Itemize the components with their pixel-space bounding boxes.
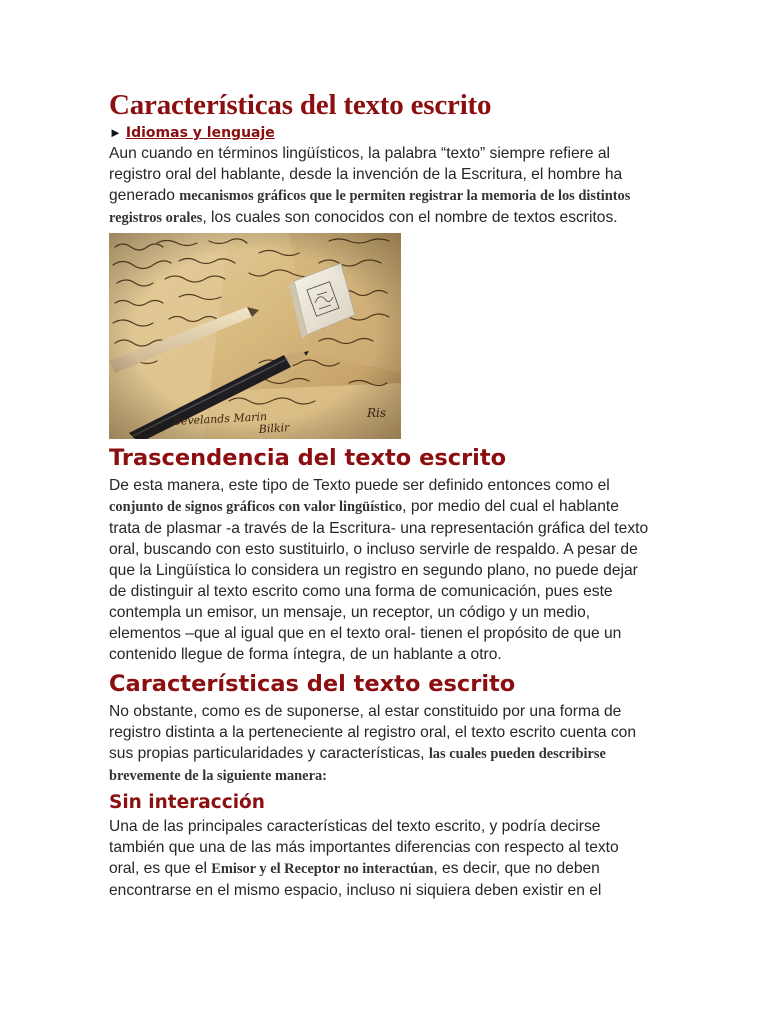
section-heading-caracteristicas: Características del texto escrito xyxy=(109,671,516,697)
trascendencia-bold: conjunto de signos gráficos con valor lingüístico xyxy=(109,499,403,515)
sin-interaccion-bold: Emisor y el Receptor no interactúan xyxy=(211,861,434,877)
intro-bold: mecanismos gráficos que le permiten registrar la memoria de los distintos registros orales xyxy=(109,188,631,226)
trascendencia-text-1: De esta manera, este tipo de Texto puede ser definido entonces como el xyxy=(109,477,610,494)
intro-text-1: Aun cuando en términos lingüísticos, la palabra “texto” siempre refiere al registro oral del hablante, desde la invención de la Escritura, el hombre ha generado xyxy=(109,145,623,204)
intro-paragraph xyxy=(109,143,649,229)
caracteristicas-text-1: No obstante, como es de suponerse, al estar constituido por una forma de registro distinta a la perteneciente al registro oral, el texto escrito cuenta con sus propias particularidades y características, xyxy=(109,703,637,762)
document-page xyxy=(109,88,649,901)
arrow-right-icon: ► xyxy=(109,125,122,140)
handwritten-letters-photo xyxy=(109,233,401,439)
caracteristicas-paragraph xyxy=(109,701,649,787)
category-link[interactable]: Idiomas y lenguaje xyxy=(125,125,275,141)
breadcrumb xyxy=(109,123,649,143)
sin-interaccion-text-2: , es decir, que no deben encontrarse en el mismo espacio, incluso ni siquiera deben existir en el xyxy=(109,860,602,899)
sin-interaccion-text-1: Una de las principales características del texto escrito, y podría decirse también que una de las más importantes diferencias con respecto al texto oral, es que el xyxy=(109,818,619,877)
section-heading-trascendencia: Trascendencia del texto escrito xyxy=(109,445,507,471)
caracteristicas-bold: las cuales pueden describirse brevemente de la siguiente manera: xyxy=(109,746,606,784)
section-heading-sin-interaccion: Sin interacción xyxy=(109,792,265,813)
trascendencia-text-2: , por medio del cual el hablante trata de plasmar -a través de la Escritura- una representación gráfica del texto oral, buscando con esto sustituirlo, o incluso servirle de respaldo. A pesar de que la Lingüística lo considera un registro en segundo plano, no puede dejar de distinguir al texto escrito como una forma de comunicación, pues este contempla un emisor, un mensaje, un receptor, un código y un medio, elementos –que al igual que en el texto oral- tienen el propósito de que un contenido llegue de forma íntegra, de un hablante a otro. xyxy=(109,498,649,663)
page-title: Características del texto escrito xyxy=(109,89,492,121)
trascendencia-paragraph xyxy=(109,475,649,665)
sin-interaccion-paragraph xyxy=(109,816,649,901)
intro-text-2: , los cuales son conocidos con el nombre de textos escritos. xyxy=(202,209,618,226)
